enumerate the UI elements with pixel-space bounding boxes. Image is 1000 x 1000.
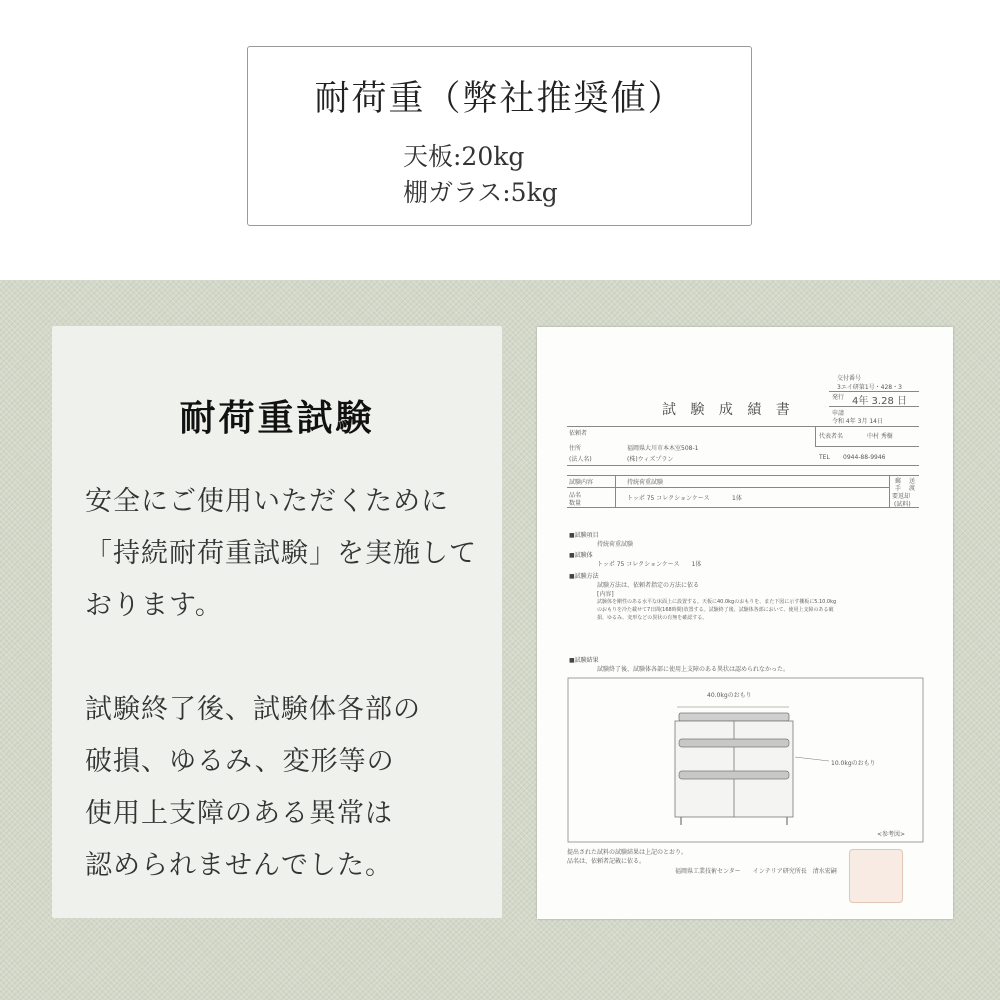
- panel-text-line: 認められませんでした。: [85, 850, 393, 881]
- figure-label: <参考図>: [877, 831, 906, 838]
- load-spec-box: [247, 46, 752, 226]
- requester-label: 依頼者: [569, 430, 588, 437]
- request-label: 申請: [832, 410, 845, 417]
- weight-shelf-label: 10.0kgのおもり: [831, 760, 876, 767]
- section-test-result: ■試験結果: [569, 657, 599, 664]
- issue-date: 4年 3.28 日: [852, 396, 907, 407]
- test-certificate-document: [537, 327, 953, 919]
- section-test-method: ■試験方法: [569, 573, 599, 580]
- footer-line-1: 提出された試料の試験結果は上記のとおり。: [567, 849, 688, 856]
- panel-body: [85, 476, 485, 892]
- section-test-item: ■試験項目: [569, 532, 599, 539]
- panel-text-line: 「持続耐荷重試験」を実施して: [85, 538, 477, 569]
- issue-date-label: 発行: [832, 394, 845, 401]
- test-item-value: 持続荷重試験: [597, 541, 634, 548]
- panel-text-line: 使用上支障のある異常は: [85, 798, 393, 829]
- test-body-value: トッポ 75 コレクションケース 1体: [597, 561, 702, 568]
- test-content-label: 試験内容: [569, 479, 594, 486]
- panel-text-line: 破損、ゆるみ、変形等の: [85, 746, 395, 777]
- panel-text-line: 試験終了後、試験体各部の: [85, 694, 421, 725]
- representative-label: 代表者名: [819, 433, 844, 440]
- address: 福岡県大川市本木室508-1: [627, 445, 699, 452]
- spec-lines: [403, 139, 558, 211]
- hand-label: 手: [895, 485, 902, 492]
- footer-org: 福岡県工業技術センター インテリア研究所長 清水宏嗣: [675, 868, 837, 875]
- panel-text-line: おります。: [85, 590, 223, 621]
- issue-no-label: 交付番号: [837, 375, 862, 382]
- spec-title: 耐荷重（弊社推奨値）: [314, 79, 685, 119]
- address-label: 住所: [569, 445, 582, 452]
- return-label: 要返却: [892, 493, 911, 500]
- product: トッポ 75 コレクションケース: [627, 495, 710, 502]
- tel: 0944-88-9946: [843, 454, 886, 461]
- method-text-4: 損、ゆるみ、変形などの異状の有無を確認する。: [597, 615, 708, 621]
- test-content: 持続荷重試験: [627, 479, 664, 486]
- mail-label: 郵: [895, 478, 902, 485]
- panel-text-line: 安全にご使用いただくために: [85, 486, 449, 517]
- panel-heading: 耐荷重試験: [179, 397, 375, 439]
- method-content-label: [内容]: [597, 591, 614, 598]
- paragraph-gap: [85, 632, 485, 684]
- spec-line-top-plate: 天板:20kg: [403, 142, 525, 171]
- company: (株)ウィズプラン: [627, 456, 674, 463]
- top-area: [0, 0, 1000, 280]
- request-date: 令和 4年 3月 14日: [832, 418, 883, 425]
- footer-line-2: 品名は、依頼者記載に依る。: [567, 858, 646, 865]
- official-seal-stamp: [849, 849, 903, 903]
- hand-label-right: 渡: [909, 485, 916, 492]
- issue-no: 3エイ研第1号・428・3: [837, 384, 902, 391]
- method-text-3: のおもりを冷た載せて7日間(168時間)放置する。試験終了後、試験体各部において、使用上支障のある破: [597, 607, 834, 613]
- result-text: 試験終了後、試験体各部に使用上支障のある異状は認められなかった。: [597, 666, 790, 673]
- method-text-2: 試験体を剛性のある水平な床面上に設置する。天板に40.0kgのおもりを、また下図に示す棚板に5.10.0kg: [597, 599, 837, 605]
- test-description-panel: [52, 326, 502, 918]
- company-label: (法人名): [569, 456, 592, 463]
- tel-label: TEL: [819, 454, 830, 461]
- sample-label: (試料): [894, 501, 911, 508]
- representative: 中村 秀樹: [867, 433, 893, 440]
- mail-label-right: 送: [909, 478, 916, 485]
- document-title: 試 験 成 績 書: [662, 402, 795, 418]
- spec-line-glass-shelf: 棚ガラス:5kg: [403, 178, 558, 207]
- product-label: 品名: [569, 492, 582, 499]
- method-text-1: 試験方法は、依頼者指定の方法に依る: [597, 582, 700, 589]
- section-test-body: ■試験体: [569, 552, 593, 559]
- quantity-label: 数量: [569, 500, 582, 507]
- quantity: 1体: [732, 495, 742, 502]
- weight-top-label: 40.0kgのおもり: [707, 692, 752, 699]
